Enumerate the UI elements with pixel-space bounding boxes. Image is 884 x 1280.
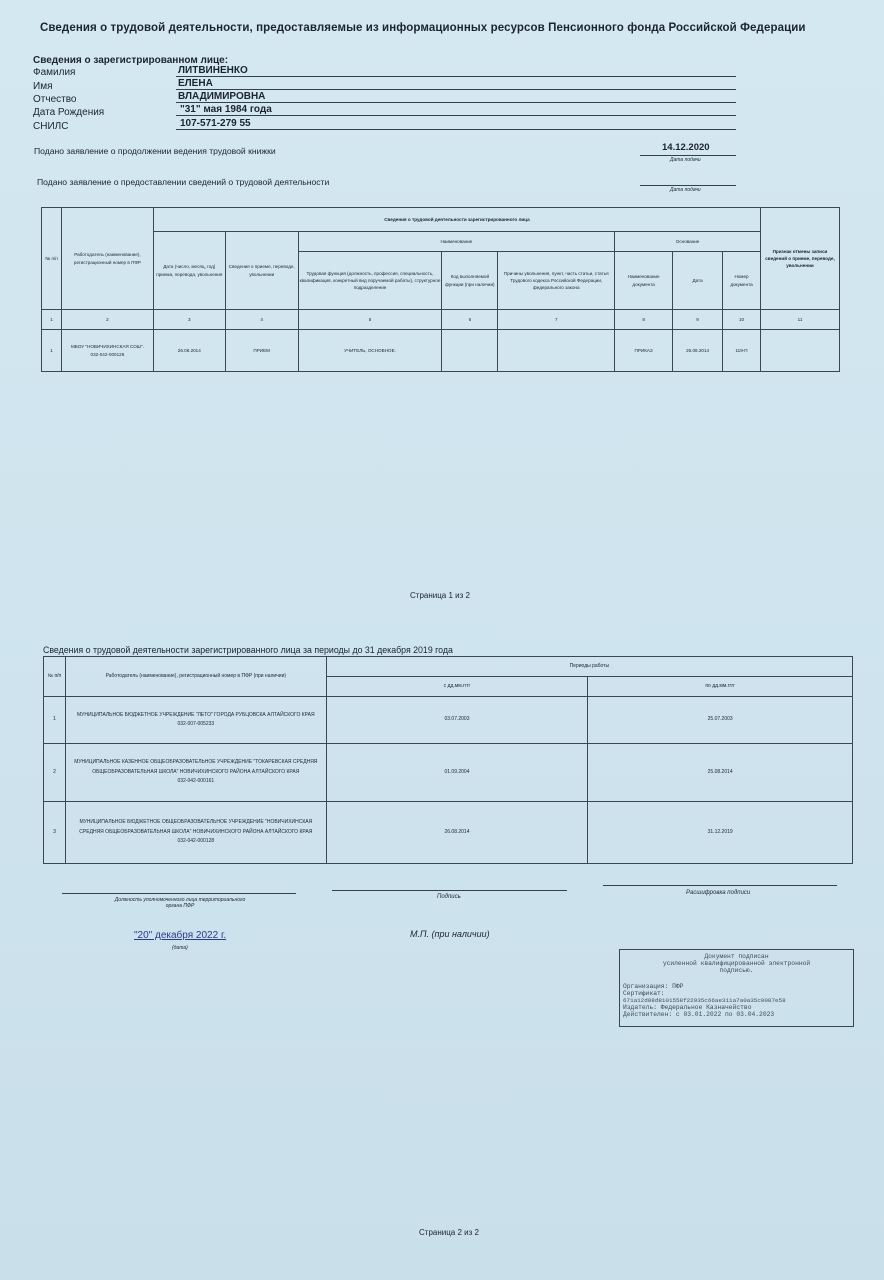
t1-colnum: 2 [61, 310, 153, 330]
continue-statement-date: 14.12.2020 [662, 142, 710, 153]
t2-row-from: 26.08.2014 [326, 802, 588, 864]
t1-colnum: 7 [498, 310, 615, 330]
dob-value: "31" мая 1984 года [180, 104, 272, 115]
continue-date-caption: Дата подачи [670, 157, 701, 163]
position-line [62, 893, 296, 894]
patronymic-label: Отчество [33, 94, 77, 105]
t1-row-employer-reg: 032-042-000128 [90, 351, 125, 357]
table2-title: Сведения о трудовой деятельности зарегистрированного лица за периоды до 31 декабря 2019 года [43, 645, 453, 655]
t1-row-employer-name: МБОУ "НОВИЧИХИНСКАЯ СОШ". [70, 344, 144, 350]
stamp-valid: Действителен: с 03.01.2022 по 03.04.2023 [623, 1011, 775, 1018]
stamp-org: Организация: ПФР [623, 983, 684, 990]
t1-colnum: 6 [442, 310, 498, 330]
t1-header-function: Трудовая функция (должность, профессия, специальность, квалификация, конкретный вид поручаемой работы), структурное подразделение [298, 252, 442, 310]
t1-header-num: № п/п [42, 208, 62, 310]
t1-row-reason [498, 330, 615, 372]
t1-colnum: 11 [761, 310, 840, 330]
t1-row-employer [61, 330, 153, 372]
t2-row-employer [65, 744, 326, 802]
t2-row-num: 2 [44, 744, 66, 802]
stamp-line1: Документ подписан [704, 953, 769, 960]
t1-header-doc-name: Наименование документа [615, 252, 673, 310]
continue-date-line [640, 155, 736, 156]
t2-row-to: 25.08.2014 [588, 744, 853, 802]
seal-placeholder: М.П. (при наличии) [410, 929, 490, 939]
t1-row-info: ПРИЕМ [225, 330, 298, 372]
t1-header-info: Сведения о приеме, переводе, увольнении [225, 232, 298, 310]
provide-date-line [640, 185, 736, 186]
page-1-footer: Страница 1 из 2 [410, 591, 470, 600]
decode-caption: Расшифровка подписи [686, 890, 751, 896]
t2-row-employer-name: МУНИЦИПАЛЬНОЕ КАЗЕННОЕ ОБЩЕОБРАЗОВАТЕЛЬНОЕ УЧРЕЖДЕНИЕ "ТОКАРЕВСКАЯ СРЕДНЯЯ ОБЩЕОБРАЗОВАТЕЛЬНАЯ ШКОЛА" НОВИЧИХИНСКОГО РАЙОНА АЛТАЙСКОГО КРАЯ [74, 759, 318, 775]
t1-colnum: 5 [298, 310, 442, 330]
surname-value: ЛИТВИНЕНКО [178, 65, 248, 76]
snils-line [176, 129, 736, 130]
provide-date-caption: Дата подачи [670, 187, 701, 193]
t1-colnum: 9 [673, 310, 723, 330]
employment-records-table [41, 207, 840, 372]
dob-line [176, 115, 736, 116]
page-2-footer: Страница 2 из 2 [419, 1228, 479, 1237]
dob-label: Дата Рождения [33, 107, 105, 118]
t1-header-code: Код выполняемой функции (при наличии) [442, 252, 498, 310]
t1-row-num: 1 [42, 330, 62, 372]
t1-row-date: 26.08.2014 [153, 330, 225, 372]
t1-row-function: УЧИТЕЛЬ, ОСНОВНОЕ. [298, 330, 442, 372]
surname-label: Фамилия [33, 67, 76, 78]
t1-row-doc-name: ПРИКАЗ [615, 330, 673, 372]
stamp-cert-label: Сертификат: [623, 990, 665, 997]
t1-header-doc-date: Дата [673, 252, 723, 310]
table-row [42, 330, 840, 372]
electronic-signature-stamp [619, 949, 854, 1027]
t2-row-employer-reg: 032-007-005233 [177, 721, 215, 727]
t1-group-header: Сведения о трудовой деятельности зарегистрированного лица [153, 208, 760, 232]
pre-2020-periods-table [43, 656, 853, 864]
t1-colnum: 3 [153, 310, 225, 330]
t1-header-cancel: Признак отмены записи сведений о приеме, переводе, увольнении [761, 208, 840, 310]
t2-row-to: 31.12.2019 [588, 802, 853, 864]
name-value: ЕЛЕНА [178, 78, 213, 89]
t2-row-from: 03.07.2003 [326, 697, 588, 744]
t1-header-date: Дата (число, месяц, год) приема, перевода, увольнения [153, 232, 225, 310]
patronymic-value: ВЛАДИМИРОВНА [178, 91, 266, 102]
t1-basis-header: Основание [615, 232, 761, 252]
document-title: Сведения о трудовой деятельности, предоставляемые из информационных ресурсов Пенсионного фонда Российской Федерации [40, 22, 806, 34]
t2-row-num: 1 [44, 697, 66, 744]
name-label: Имя [33, 81, 53, 92]
position-caption: Должность уполномоченного лица территориального органа ПФР [114, 897, 246, 909]
t1-row-doc-num: 119-П [723, 330, 761, 372]
t2-row-from: 01.09.2004 [326, 744, 588, 802]
t1-row-code [442, 330, 498, 372]
t2-row-employer [65, 697, 326, 744]
stamp-line3: подписью. [719, 967, 754, 974]
provide-statement-label: Подано заявление о предоставлении сведений о трудовой деятельности [37, 177, 330, 187]
table-row [44, 802, 853, 864]
t1-row-cancel [761, 330, 840, 372]
t2-header-to: по дд.мм.гггг [588, 677, 853, 697]
stamp-cert: 671a12d88d8101558f22935c66ae311a7a0a35c0087e58 [623, 997, 786, 1004]
t2-row-employer [65, 802, 326, 864]
snils-label: СНИЛС [33, 121, 69, 132]
t1-naming-header: Наименование [298, 232, 615, 252]
t1-colnum: 10 [723, 310, 761, 330]
t2-row-employer-name: МУНИЦИПАЛЬНОЕ БЮДЖЕТНОЕ УЧРЕЖДЕНИЕ "ЛЕТО" ГОРОДА РУБЦОВСКА АЛТАЙСКОГО КРАЯ [77, 711, 315, 718]
table-row [44, 697, 853, 744]
name-line [176, 89, 736, 90]
table-row [44, 744, 853, 802]
patronymic-line [176, 102, 736, 103]
decode-line [603, 885, 837, 886]
t2-header-employer: Работодатель (наименование), регистрационный номер в ПФР (при наличии) [65, 657, 326, 697]
t2-row-employer-reg: 032-042-000161 [177, 778, 215, 785]
t1-header-doc-num: Номер документа [723, 252, 761, 310]
stamp-issuer: Издатель: Федеральное Казначейство [623, 1004, 752, 1011]
t1-colnum: 4 [225, 310, 298, 330]
t2-periods-header: Периоды работы [326, 657, 852, 677]
t2-row-employer-reg: 032-042-000128 [177, 838, 215, 845]
t1-header-employer: Работодатель (наименование), регистрационный номер в ПФР [61, 208, 153, 310]
t2-row-employer-name: МУНИЦИПАЛЬНОЕ БЮДЖЕТНОЕ ОБЩЕОБРАЗОВАТЕЛЬНОЕ УЧРЕЖДЕНИЕ "НОВИЧИХИНСКАЯ СРЕДНЯЯ ОБЩЕОБРАЗОВАТЕЛЬНАЯ ШКОЛА" НОВИЧИХИНСКОГО РАЙОНА АЛТАЙСКОГО КРАЯ [79, 819, 313, 835]
stamp-line2: усиленной квалифицированной электронной [662, 960, 811, 967]
snils-value: 107-571-279 55 [180, 118, 251, 129]
t1-header-reason: Причины увольнения, пункт, часть статьи, статья Трудового кодекса Российской Федерации, федерального закона [498, 252, 615, 310]
signing-date-caption: (дата) [172, 945, 188, 951]
signature-line [332, 890, 567, 891]
person-heading: Сведения о зарегистрированном лице: [33, 55, 229, 66]
t2-row-num: 3 [44, 802, 66, 864]
t2-row-to: 25.07.2003 [588, 697, 853, 744]
t2-header-from: с дд.мм.гггг [326, 677, 588, 697]
surname-line [176, 76, 736, 77]
continue-statement-label: Подано заявление о продолжении ведения трудовой книжки [34, 146, 276, 156]
t1-colnum: 1 [42, 310, 62, 330]
signature-caption: Подпись [437, 894, 461, 900]
t2-header-num: № п/п [44, 657, 66, 697]
t1-row-doc-date: 26.08.2014 [673, 330, 723, 372]
t1-colnum: 8 [615, 310, 673, 330]
signing-date: "20" декабря 2022 г. [134, 930, 227, 941]
